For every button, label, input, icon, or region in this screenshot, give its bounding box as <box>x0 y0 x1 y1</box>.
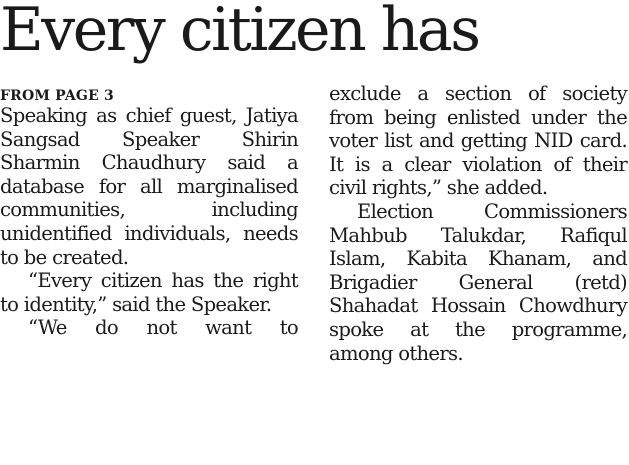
article-paragraph: “We do not want to <box>28 316 298 340</box>
article-column-right <box>329 82 627 365</box>
article-paragraph: Speaking as chief guest, Jatiya Sangsad Speaker Shirin Sharmin Chaudhury said a database for all marginalised communities, including unidentified individuals, needs to be created. <box>0 104 298 269</box>
article-column-left <box>0 82 298 340</box>
article-paragraph: Election Commissioners Mahbub Talukdar, Rafiqul Islam, Kabita Khanam, and Brigadier General (retd) Shahadat Hossain Chowdhury spoke at the programme, among others. <box>329 199 627 365</box>
headline: Every citizen has <box>0 0 479 65</box>
continuation-kicker: FROM PAGE 3 <box>0 88 114 104</box>
article-paragraph: “Every citizen has the right to identity,” said the Speaker. <box>0 269 298 316</box>
article-paragraph: exclude a section of society from being enlisted under the voter list and getting NID card. It is a clear violation of their civil rights,” she added. <box>329 82 627 200</box>
